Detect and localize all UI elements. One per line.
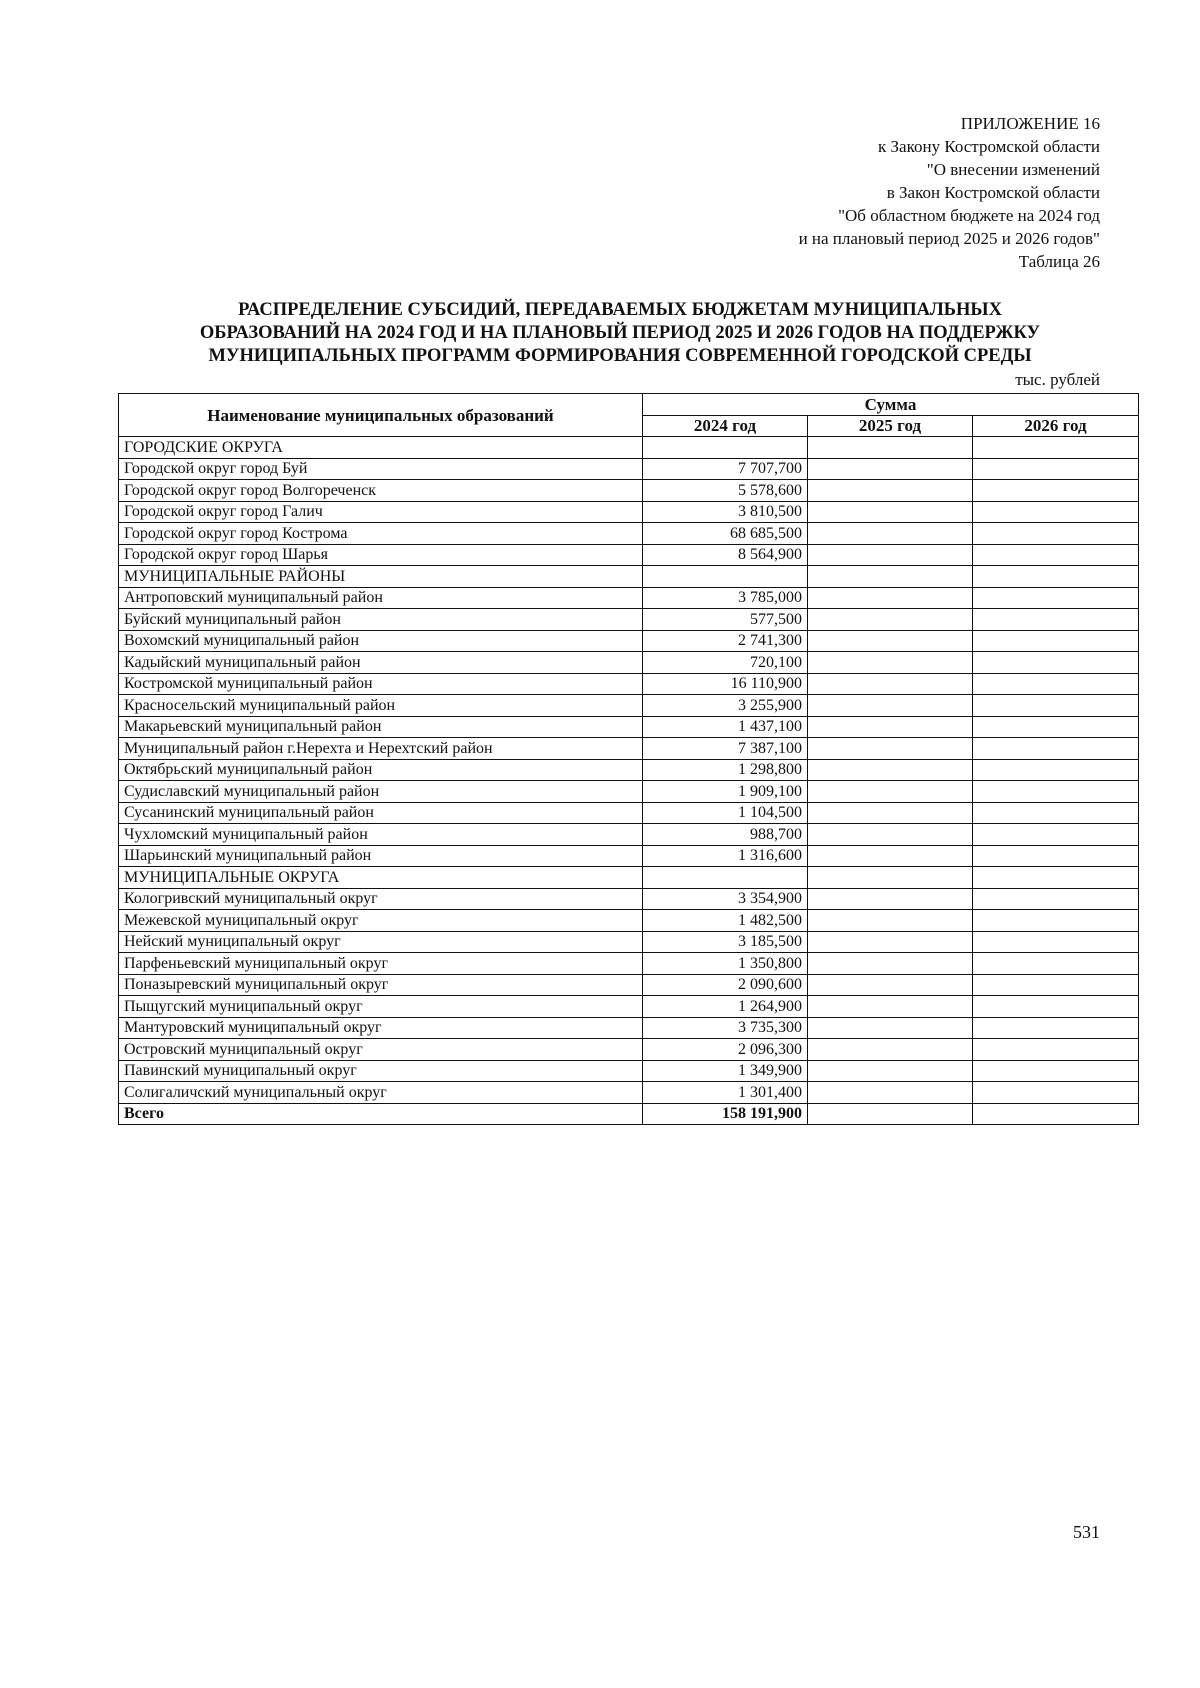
appendix-line: Таблица 26 xyxy=(1018,252,1100,271)
row-name: Поназыревский муниципальный округ xyxy=(119,974,643,996)
document-title xyxy=(120,299,1120,368)
row-value-2024: 1 482,500 xyxy=(643,910,808,932)
row-name: Буйский муниципальный район xyxy=(119,609,643,631)
title-line: МУНИЦИПАЛЬНЫХ ПРОГРАММ ФОРМИРОВАНИЯ СОВРЕМЕННОЙ ГОРОДСКОЙ СРЕДЫ xyxy=(208,346,1032,366)
column-header-2026: 2026 год xyxy=(973,415,1139,437)
row-value-2025 xyxy=(808,652,973,674)
table-row xyxy=(119,738,1139,760)
row-value-2026 xyxy=(973,501,1139,523)
row-value-2025 xyxy=(808,609,973,631)
table-row xyxy=(119,867,1139,889)
title-line: РАСПРЕДЕЛЕНИЕ СУБСИДИЙ, ПЕРЕДАВАЕМЫХ БЮДЖЕТАМ МУНИЦИПАЛЬНЫХ xyxy=(238,300,1002,320)
row-value-2024 xyxy=(643,566,808,588)
row-value-2024: 16 110,900 xyxy=(643,673,808,695)
row-value-2026 xyxy=(973,566,1139,588)
row-value-2025 xyxy=(808,437,973,459)
row-name: Солигаличский муниципальный округ xyxy=(119,1082,643,1104)
total-label: Всего xyxy=(119,1103,643,1125)
row-name: Макарьевский муниципальный район xyxy=(119,716,643,738)
row-value-2024: 3 185,500 xyxy=(643,931,808,953)
title-line: ОБРАЗОВАНИЙ НА 2024 ГОД И НА ПЛАНОВЫЙ ПЕРИОД 2025 И 2026 ГОДОВ НА ПОДДЕРЖКУ xyxy=(199,323,1041,343)
row-value-2026 xyxy=(973,1039,1139,1061)
row-name: Мантуровский муниципальный округ xyxy=(119,1017,643,1039)
table-row xyxy=(119,781,1139,803)
row-name: Антроповский муниципальный район xyxy=(119,587,643,609)
row-value-2026 xyxy=(973,738,1139,760)
table-row xyxy=(119,802,1139,824)
row-value-2024: 3 785,000 xyxy=(643,587,808,609)
appendix-line: и на плановый период 2025 и 2026 годов" xyxy=(798,229,1100,248)
row-name: Городской округ город Волгореченск xyxy=(119,480,643,502)
row-name: Межевской муниципальный округ xyxy=(119,910,643,932)
row-value-2024: 68 685,500 xyxy=(643,523,808,545)
row-name: Красносельский муниципальный район xyxy=(119,695,643,717)
table-row xyxy=(119,974,1139,996)
row-value-2026 xyxy=(973,716,1139,738)
row-value-2026 xyxy=(973,867,1139,889)
row-value-2025 xyxy=(808,996,973,1018)
total-row xyxy=(119,1103,1139,1125)
row-value-2024: 1 350,800 xyxy=(643,953,808,975)
row-value-2026 xyxy=(973,888,1139,910)
row-name: Городской округ город Шарья xyxy=(119,544,643,566)
row-value-2026 xyxy=(973,931,1139,953)
row-name: Костромской муниципальный район xyxy=(119,673,643,695)
row-value-2024: 1 909,100 xyxy=(643,781,808,803)
row-value-2026 xyxy=(973,673,1139,695)
row-value-2026 xyxy=(973,480,1139,502)
row-name: Муниципальный район г.Нерехта и Нерехтский район xyxy=(119,738,643,760)
row-value-2025 xyxy=(808,566,973,588)
row-value-2025 xyxy=(808,910,973,932)
total-value-2026 xyxy=(973,1103,1139,1125)
row-value-2025 xyxy=(808,781,973,803)
row-value-2026 xyxy=(973,759,1139,781)
table-row xyxy=(119,1082,1139,1104)
row-value-2026 xyxy=(973,953,1139,975)
row-value-2025 xyxy=(808,845,973,867)
row-value-2024: 3 354,900 xyxy=(643,888,808,910)
row-value-2024: 3 255,900 xyxy=(643,695,808,717)
table-row xyxy=(119,652,1139,674)
row-value-2025 xyxy=(808,953,973,975)
page-number: 531 xyxy=(1073,1522,1100,1542)
table-row xyxy=(119,437,1139,459)
row-value-2025 xyxy=(808,673,973,695)
row-value-2024: 8 564,900 xyxy=(643,544,808,566)
table-row xyxy=(119,673,1139,695)
table-row xyxy=(119,544,1139,566)
row-value-2025 xyxy=(808,523,973,545)
row-name: Октябрьский муниципальный район xyxy=(119,759,643,781)
table-row xyxy=(119,759,1139,781)
table-row xyxy=(119,1060,1139,1082)
row-value-2025 xyxy=(808,587,973,609)
table-row xyxy=(119,1039,1139,1061)
total-value-2024: 158 191,900 xyxy=(643,1103,808,1125)
row-value-2025 xyxy=(808,867,973,889)
table-row xyxy=(119,1017,1139,1039)
table-row xyxy=(119,953,1139,975)
row-value-2026 xyxy=(973,437,1139,459)
table-row xyxy=(119,523,1139,545)
row-value-2026 xyxy=(973,802,1139,824)
table-row xyxy=(119,716,1139,738)
row-value-2024: 1 264,900 xyxy=(643,996,808,1018)
row-value-2026 xyxy=(973,652,1139,674)
row-name: Кадыйский муниципальный район xyxy=(119,652,643,674)
column-header-2025: 2025 год xyxy=(808,415,973,437)
table-row xyxy=(119,695,1139,717)
row-value-2026 xyxy=(973,458,1139,480)
row-value-2026 xyxy=(973,781,1139,803)
row-value-2024: 7 707,700 xyxy=(643,458,808,480)
row-value-2024: 1 298,800 xyxy=(643,759,808,781)
row-value-2025 xyxy=(808,802,973,824)
row-value-2026 xyxy=(973,695,1139,717)
row-value-2025 xyxy=(808,630,973,652)
row-value-2026 xyxy=(973,523,1139,545)
row-value-2026 xyxy=(973,1082,1139,1104)
row-value-2025 xyxy=(808,501,973,523)
row-value-2024: 1 349,900 xyxy=(643,1060,808,1082)
row-name: Парфеньевский муниципальный округ xyxy=(119,953,643,975)
appendix-line: в Закон Костромской области xyxy=(886,183,1100,202)
row-name: Нейский муниципальный округ xyxy=(119,931,643,953)
table-row xyxy=(119,824,1139,846)
table-row xyxy=(119,609,1139,631)
column-header-name: Наименование муниципальных образований xyxy=(119,394,643,437)
appendix-line: "Об областном бюджете на 2024 год xyxy=(838,206,1100,225)
row-value-2026 xyxy=(973,824,1139,846)
table-row xyxy=(119,845,1139,867)
row-value-2024: 577,500 xyxy=(643,609,808,631)
appendix-line: ПРИЛОЖЕНИЕ 16 xyxy=(960,114,1100,133)
row-name: Судиславский муниципальный район xyxy=(119,781,643,803)
row-value-2024 xyxy=(643,867,808,889)
table-row xyxy=(119,996,1139,1018)
row-value-2025 xyxy=(808,1039,973,1061)
row-value-2025 xyxy=(808,738,973,760)
table-row xyxy=(119,888,1139,910)
appendix-line: "О внесении изменений xyxy=(926,160,1100,179)
row-value-2025 xyxy=(808,931,973,953)
table-row xyxy=(119,480,1139,502)
row-value-2024 xyxy=(643,437,808,459)
row-value-2025 xyxy=(808,544,973,566)
row-value-2024: 7 387,100 xyxy=(643,738,808,760)
row-value-2026 xyxy=(973,609,1139,631)
row-value-2024: 1 301,400 xyxy=(643,1082,808,1104)
table-row xyxy=(119,587,1139,609)
row-value-2025 xyxy=(808,695,973,717)
row-value-2026 xyxy=(973,587,1139,609)
row-value-2026 xyxy=(973,910,1139,932)
row-value-2025 xyxy=(808,458,973,480)
row-name: МУНИЦИПАЛЬНЫЕ ОКРУГА xyxy=(119,867,643,889)
row-value-2025 xyxy=(808,1017,973,1039)
row-value-2024: 3 735,300 xyxy=(643,1017,808,1039)
total-value-2025 xyxy=(808,1103,973,1125)
row-name: Островский муниципальный округ xyxy=(119,1039,643,1061)
table-row xyxy=(119,630,1139,652)
row-value-2024: 2 741,300 xyxy=(643,630,808,652)
row-name: Городской округ город Галич xyxy=(119,501,643,523)
row-name: Городской округ город Кострома xyxy=(119,523,643,545)
row-value-2025 xyxy=(808,888,973,910)
row-value-2024: 3 810,500 xyxy=(643,501,808,523)
row-value-2024: 5 578,600 xyxy=(643,480,808,502)
row-value-2025 xyxy=(808,974,973,996)
appendix-line: к Закону Костромской области xyxy=(878,137,1100,156)
row-name: ГОРОДСКИЕ ОКРУГА xyxy=(119,437,643,459)
table-row xyxy=(119,931,1139,953)
row-name: Сусанинский муниципальный район xyxy=(119,802,643,824)
row-value-2025 xyxy=(808,480,973,502)
row-name: Павинский муниципальный округ xyxy=(119,1060,643,1082)
row-value-2025 xyxy=(808,1060,973,1082)
table-body xyxy=(119,437,1139,1125)
row-name: Городской округ город Буй xyxy=(119,458,643,480)
row-name: Вохомский муниципальный район xyxy=(119,630,643,652)
units-label: тыс. рублей xyxy=(1015,370,1100,389)
row-value-2024: 988,700 xyxy=(643,824,808,846)
row-value-2024: 1 104,500 xyxy=(643,802,808,824)
row-value-2026 xyxy=(973,845,1139,867)
column-header-sum: Сумма xyxy=(643,394,1139,416)
row-value-2025 xyxy=(808,759,973,781)
row-value-2024: 2 096,300 xyxy=(643,1039,808,1061)
column-header-2024: 2024 год xyxy=(643,415,808,437)
table-row xyxy=(119,458,1139,480)
row-name: МУНИЦИПАЛЬНЫЕ РАЙОНЫ xyxy=(119,566,643,588)
row-value-2024: 720,100 xyxy=(643,652,808,674)
row-value-2026 xyxy=(973,974,1139,996)
row-value-2026 xyxy=(973,544,1139,566)
row-value-2024: 1 316,600 xyxy=(643,845,808,867)
row-value-2026 xyxy=(973,1060,1139,1082)
row-value-2024: 2 090,600 xyxy=(643,974,808,996)
row-value-2026 xyxy=(973,1017,1139,1039)
row-value-2025 xyxy=(808,716,973,738)
row-value-2026 xyxy=(973,996,1139,1018)
table-row xyxy=(119,910,1139,932)
table-row xyxy=(119,501,1139,523)
row-value-2025 xyxy=(808,824,973,846)
row-name: Чухломский муниципальный район xyxy=(119,824,643,846)
table-row xyxy=(119,566,1139,588)
row-value-2025 xyxy=(808,1082,973,1104)
row-value-2024: 1 437,100 xyxy=(643,716,808,738)
row-name: Кологривский муниципальный округ xyxy=(119,888,643,910)
row-value-2026 xyxy=(973,630,1139,652)
appendix-header xyxy=(799,112,1100,273)
row-name: Пыщугский муниципальный округ xyxy=(119,996,643,1018)
subsidy-table xyxy=(118,393,1139,1125)
row-name: Шарьинский муниципальный район xyxy=(119,845,643,867)
